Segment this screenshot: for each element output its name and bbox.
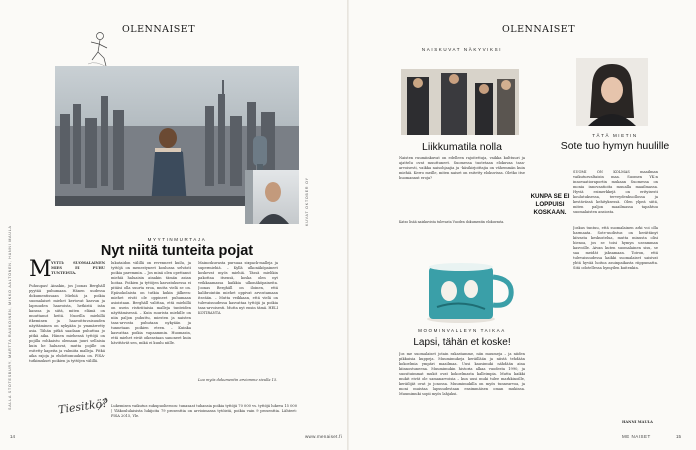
nordic-women-photo: [401, 69, 519, 135]
footnote: Lukemisen vaikutus sukupuolieroon: tunasaat tuhansia poikia tyttöjä 70 000 vs. tyttöjä lukeva 15 000 | Yläkoululaisista lukijoita 79 prosenttia on arvioimassa tytöistä, poikia vain 9 prosenttia. Lähteet: PISA 2015, Yle.: [111, 404, 297, 418]
left-kicker: MYYTINMURTAJA: [147, 237, 207, 242]
headline-lapsi: Lapsi, tähän et koske!: [413, 337, 511, 348]
text-lapsi: Jos me suomalaiset jotain rakastamme, niin muumeja – ja niiden pikkuisia kuppeja. Muumimukeja keräillään ja niistä tehdään kokoelmia ympäri maailmaa. Uusi kausimuki nähdään aina kiinnostuneena. Muumimukin historia alkaa vuodesta 1990, ja suosituimmat mukit ovat kokoelmasta kalleimpia. Mutta kaikki mukit eivät ole samanarvoisia – kun uusi muki tulee markkinoille, keräilijät ovat jo jonossa. Muumimukilla on myös tunnearvoa, ja moni muistaa lapsuudestaan ensimmäisen oman mukinsa. Muumimuki sopii myös lahjaksi.: [399, 352, 525, 396]
headline-liikkumatila: Liikkumatila nolla: [422, 141, 502, 153]
columnist-portrait-photo: [576, 58, 648, 126]
arrow-icon: [96, 396, 108, 412]
magazine-name: ME NAISET: [622, 434, 651, 439]
col1-text: Puhuupas! Ainakin, jos Joonas Berghäll pyytää puhumaan. Hänen uudessa dokumentissaan Miehiä ja poikia suomalaiset miehet kertovat kasvun ja lapsuuden haavoista, hetkistä isän kanssa ja siitä, miten elämä on muuttanut heitä. Nuorilla miehillä itkeminen ja haavoittuvaisuuden näyttäminen on nykyään jo ymmärretty asia. Tähän pitkä saadaan puhuttua jo pitkä aika. Hänen miehensä tyttöjä on pojilla rohkaistu olemaan juuri sellaisia kuin he haluavat, mutta pojille on esitetty kapeita ja valmiita malleja. Pitkä aika rajoja ja ehdottomuuksia on. PISA-tutkimukset poikien ja tyttöjen välillä.: [29, 284, 105, 363]
text-sote: SUOMI ON KOLMAS maailman vaikutusvaltaisin maa. Suomen YK:n innovaatioraportin mukaan Suomessa on monia innovaatioita muualla maailmassa. Hyviä esimerkkejä on erityisesti koulutuksessa, terveydenhuollossa ja kestävässä kehityksessä. Olen ylpeä siitä, miten paljon maailmassa tapahtuu suomalaisten ansiosta.: [573, 170, 658, 214]
page-gutter: [347, 0, 349, 450]
right-section-title: OLENNAISET: [502, 24, 576, 35]
signature: HANNI MAULA: [622, 420, 653, 424]
director-portrait-photo: [245, 170, 299, 224]
left-page-number: 14: [10, 434, 16, 439]
right-page-number: 15: [676, 434, 682, 439]
web-address: www.menaiset.fi: [305, 434, 343, 439]
moomin-mug-photo: [409, 259, 521, 325]
headline-sote: Sote tuo hymyn huulille: [560, 140, 670, 152]
credits-vertical: SALLA STOTESBURY, MARTTA RAUKOINEN, MIKKO AALTONEN, HANNI MAULA: [8, 225, 12, 410]
col1-lead: YYTTI: SUOMALAINEN MIES EI PUHU TUNTEISTA.: [51, 261, 105, 275]
dropcap: M: [29, 257, 52, 282]
left-section-title: OLENNAISET: [122, 24, 196, 35]
col2-text: lukutaidon välillä on revenneet kuilu, ja tyttöjä on menestyneet koulussa selvästi poikia paremmin. – Jos minä olen opettanut miehiä haluaisin ainakin tämän asian hoitaa. Poikien ja tyttöjen kasvatuksessa ei pitäisi olla suurta eroa, mutta vielä se on. Epäsokolaista on tutkia kukin jälkeen: miehet eivät ole oppineet puhumaan asioistaan. Berghäll valittaa, että miehillä on usein ristiriitaisia malleja tunteiden näyttämisessä. – Kuin suurista miehille on niin paljon puhuttu, miesten ja naisten tasa-arvosta puhutaan nykyään ja tunnetaan poikien eteen. – Kuinka kasvattaa poikia vapaammin. Huomasin, että miehet eivät oikeastaan sanoneet kuin hävittävät sen, mikä ei kuulu niille.: [111, 261, 191, 345]
photo-credit: KUVAT OKTOBER OY: [305, 177, 309, 226]
kicker-moominvalley: MOOMINVALLEYN TAIKAA: [418, 328, 506, 333]
runner-sketch-icon: [82, 30, 114, 70]
text-sote-continued: Joskus tuntuu, että suomalainen arki voi olla harmaata. Sote-uudistus on herättänyt kiivasta keskustelua, mutta minusta olisi hienoa, jos se toisi hymyn useamman kasvoille. Aivan kuten suomalainen sisu, se saa meidät jaksamaan. Toivon, että tulevaisuudessa kaikki suomalaiset saisivat yhtä hyvää hoitoa asuinpaikasta riippumatta. Sitä odotellessa hymyilen kuitenkin.: [573, 226, 658, 270]
kicker-tata-mietin: TÄTÄ MIETIN: [592, 133, 638, 138]
text-liikkumatila: Naisten ruumiinkuvat on edelleen rajoitettuja, vaikka kulttuuri ja ajattelu ovat muuttuneet. Suomessa tuotetaan elokuvaa tasa-arvoisesti, vaikka naisohjaajia ja -käsikirjoittajia on vähemmän kuin miehiä. Kerro meille, miten naiset on esitetty elokuvissa. Oletko itse huomannut eroja?: [399, 156, 525, 180]
left-headline: Nyt niitä tunteita pojat: [100, 243, 254, 259]
handwriting-tiesitko: Tiesitkö?: [57, 396, 109, 417]
kicker-naiskuvat: NAISKUVAT NÄKYVIKSI: [421, 47, 503, 52]
caption-liikkumatila: Katso lisää naiskuvista tulevasta Vuoden dokumentin elokuvasta.: [399, 220, 505, 224]
col3-text: Mainoskuvasta pursuaa sixpack-malleja ja supermiehiä. – Kyllä ulkonäköpaineet koskevat myös miehiä. Tässä mielikin pakottaa itsensä, koska olen nyt veikkaamassa kaikkia ulkonäköpaineita. Joonas Berghäll on iloinen, että kalibrointiin miehet oppivat arvostamaan itseään. – Mutta veikkaan, että vielä on tulevaisuudessa kasvattaa tyttöjä ja poikia tasa-arvoisesti. Mutta nyt ensin tämä. HELI KOTIRANTA: [198, 261, 278, 315]
col3-footer: Luo myös dokumentin arviomme sivulla 15.: [198, 378, 278, 382]
pullquote: KUNPA SE EI LOPPUISI KOSKAAN.: [530, 193, 570, 216]
